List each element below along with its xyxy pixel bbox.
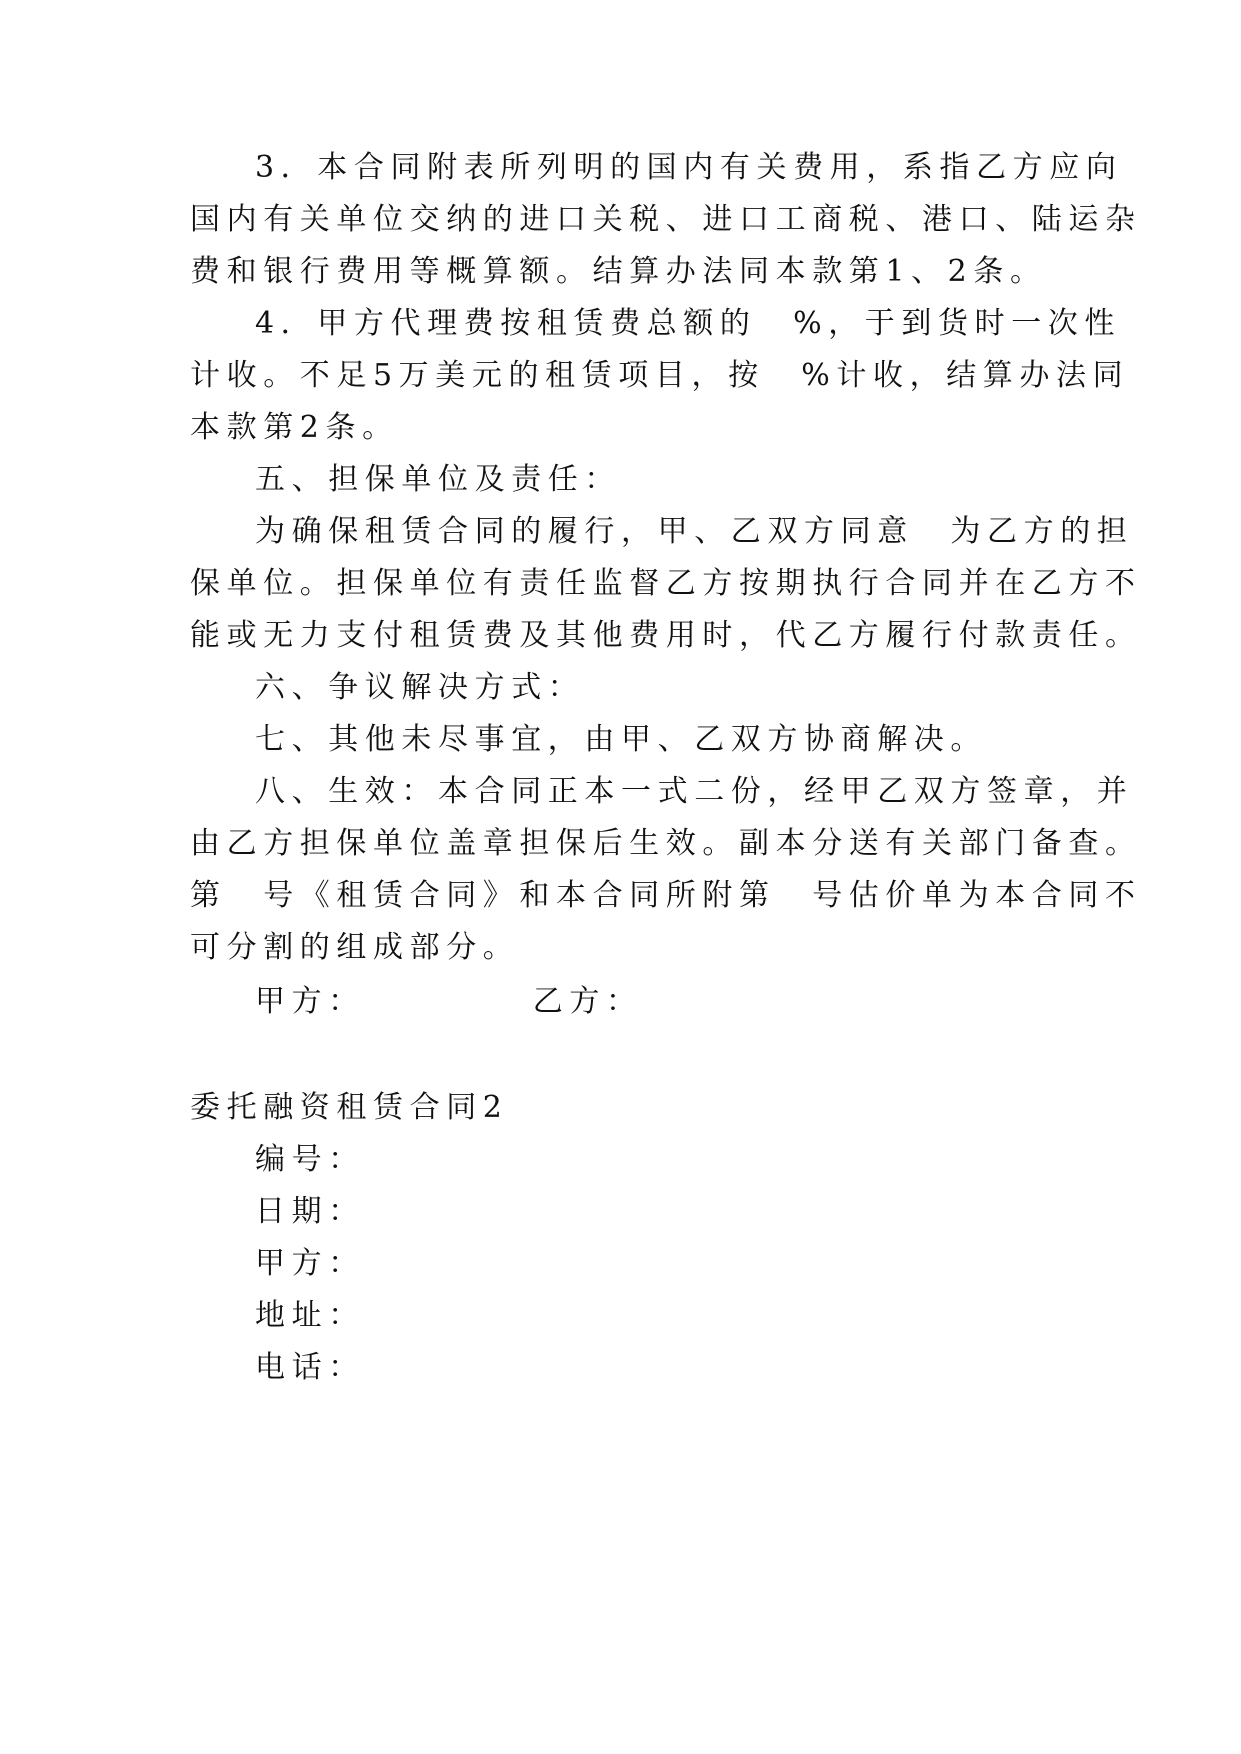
signature-parties-line: 甲方： 乙方：	[255, 984, 643, 1019]
clause-4-line-3: 本款第2条。	[190, 410, 399, 445]
clause-4-line-2: 计收。不足5万美元的租赁项目，按 %计收，结算办法同	[190, 358, 1130, 393]
clause-3-line-3: 费和银行费用等概算额。结算办法同本款第1、2条。	[190, 254, 1047, 289]
field-phone: 电话：	[255, 1350, 365, 1385]
section-8-line-4: 可分割的组成部分。	[190, 930, 520, 965]
section-8-line-2: 由乙方担保单位盖章担保后生效。副本分送有关部门备查。	[190, 826, 1142, 861]
section-5-heading: 五、担保单位及责任：	[255, 462, 621, 497]
section-5-line-1: 为确保租赁合同的履行，甲、乙双方同意 为乙方的担	[255, 514, 1134, 549]
section-8-line-1: 八、生效：本合同正本一式二份，经甲乙双方签章，并	[255, 774, 1134, 809]
contract-2-title: 委托融资租赁合同2	[190, 1090, 509, 1125]
field-address: 地址：	[255, 1298, 365, 1333]
section-6-heading: 六、争议解决方式：	[255, 670, 585, 705]
field-number: 编号：	[255, 1142, 365, 1177]
section-5-line-2: 保单位。担保单位有责任监督乙方按期执行合同并在乙方不	[190, 566, 1142, 601]
section-7-line: 七、其他未尽事宜，由甲、乙双方协商解决。	[255, 722, 987, 757]
clause-4-line-1: 4．甲方代理费按租赁费总额的 %，于到货时一次性	[255, 306, 1121, 341]
section-5-line-3: 能或无力支付租赁费及其他费用时，代乙方履行付款责任。	[190, 618, 1142, 653]
section-8-line-3: 第 号《租赁合同》和本合同所附第 号估价单为本合同不	[190, 878, 1142, 913]
clause-3-line-1: 3．本合同附表所列明的国内有关费用，系指乙方应向	[255, 150, 1123, 185]
field-party-a: 甲方：	[255, 1246, 365, 1281]
field-date: 日期：	[255, 1194, 365, 1229]
clause-3-line-2: 国内有关单位交纳的进口关税、进口工商税、港口、陆运杂	[190, 202, 1142, 237]
